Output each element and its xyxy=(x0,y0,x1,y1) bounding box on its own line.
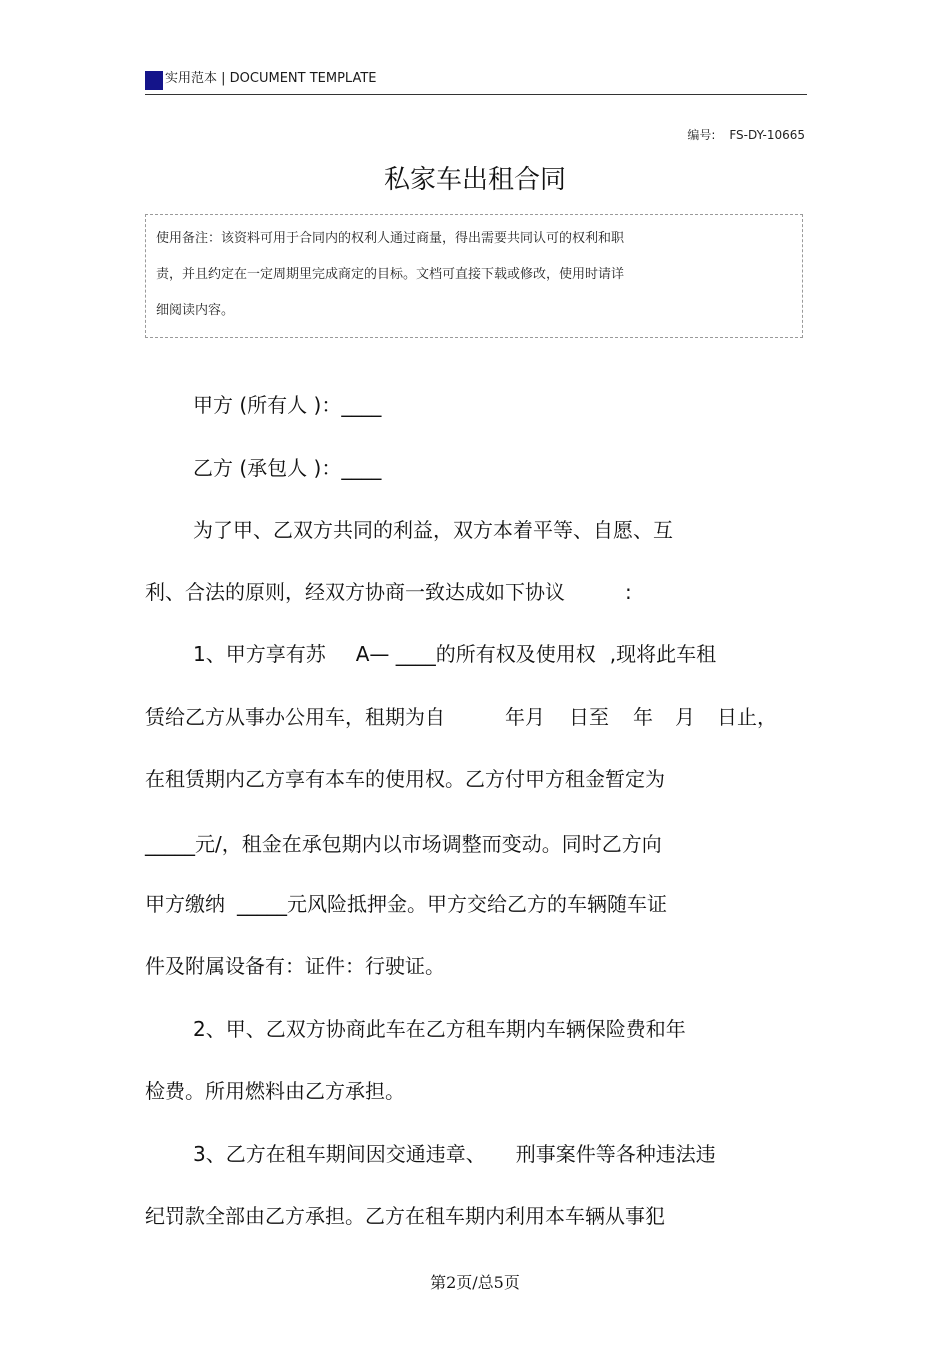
lease-year: 年 xyxy=(633,705,653,729)
preamble-line-2 xyxy=(145,578,632,606)
clause-1-text-c: ,现将此车租 xyxy=(609,642,717,666)
clause-3-line-1 xyxy=(193,1140,716,1168)
document-number xyxy=(687,127,805,143)
clause-1-line-4: _____元/，租金在承包期内以市场调整而变动。同时乙方向 xyxy=(145,832,662,856)
document-number-label: 编号: xyxy=(687,128,716,142)
preamble-line-1: 为了甲、乙双方共同的利益，双方本着平等、自愿、互 xyxy=(193,518,673,542)
clause-3-text-b: 刑事案件等各种违法违 xyxy=(515,1142,716,1166)
notice-line: 细阅读内容。 xyxy=(156,303,235,318)
page-footer: 第2页/总5页 xyxy=(430,1273,520,1292)
lease-month: 月 xyxy=(675,705,695,729)
clause-2-line-2: 检费。所用燃料由乙方承担。 xyxy=(145,1079,405,1103)
clause-1-line-6: 件及附属设备有：证件：行驶证。 xyxy=(145,954,445,978)
preamble-text: 利、合法的原则，经双方协商一致达成如下协议 xyxy=(145,580,565,604)
clause-2-line-1: 2、甲、乙双方协商此车在乙方租车期内车辆保险费和年 xyxy=(193,1017,686,1041)
clause-1-line-1 xyxy=(193,640,716,668)
deposit-text-a: 甲方缴纳 xyxy=(145,892,225,916)
notice-line: 使用备注：该资料可用于合同内的权利人通过商量，得出需要共同认可的权利和职 xyxy=(156,231,625,246)
party-b-line: 乙方 (承包人 )：____ xyxy=(193,456,382,480)
deposit-text-b: _____元风险抵押金。甲方交给乙方的车辆随车证 xyxy=(237,892,667,916)
preamble-colon: : xyxy=(625,580,632,604)
clause-1-text-b: A— ____的所有权及使用权 xyxy=(355,642,596,666)
clause-1-line-5 xyxy=(145,890,667,918)
party-a-line: 甲方 (所有人 )：____ xyxy=(193,393,382,417)
lease-day-end: 日止， xyxy=(717,705,777,729)
header-text: 实用范本 | DOCUMENT TEMPLATE xyxy=(165,71,377,86)
clause-3-line-2: 纪罚款全部由乙方承担。乙方在租车期内利用本车辆从事犯 xyxy=(145,1204,665,1228)
lease-day-to: 日至 xyxy=(569,705,609,729)
clause-1-line-3: 在租赁期内乙方享有本车的使用权。乙方付甲方租金暂定为 xyxy=(145,767,665,791)
clause-3-text-a: 3、乙方在租车期间因交通违章、 xyxy=(193,1142,486,1166)
notice-line: 责，并且约定在一定周期里完成商定的目标。文档可直接下载或修改，使用时请详 xyxy=(156,267,625,282)
lease-year-month: 年月 xyxy=(505,705,545,729)
clause-1-line-2 xyxy=(145,703,777,731)
document-number-value: FS-DY-10665 xyxy=(729,128,805,142)
logo-square-icon xyxy=(145,71,163,90)
clause-1-text-a: 1、甲方享有苏 xyxy=(193,642,326,666)
usage-notice-box xyxy=(145,214,803,338)
page-header xyxy=(145,68,807,95)
document-title: 私家车出租合同 xyxy=(383,165,566,195)
lease-period-text: 赁给乙方从事办公用车，租期为自 xyxy=(145,705,445,729)
